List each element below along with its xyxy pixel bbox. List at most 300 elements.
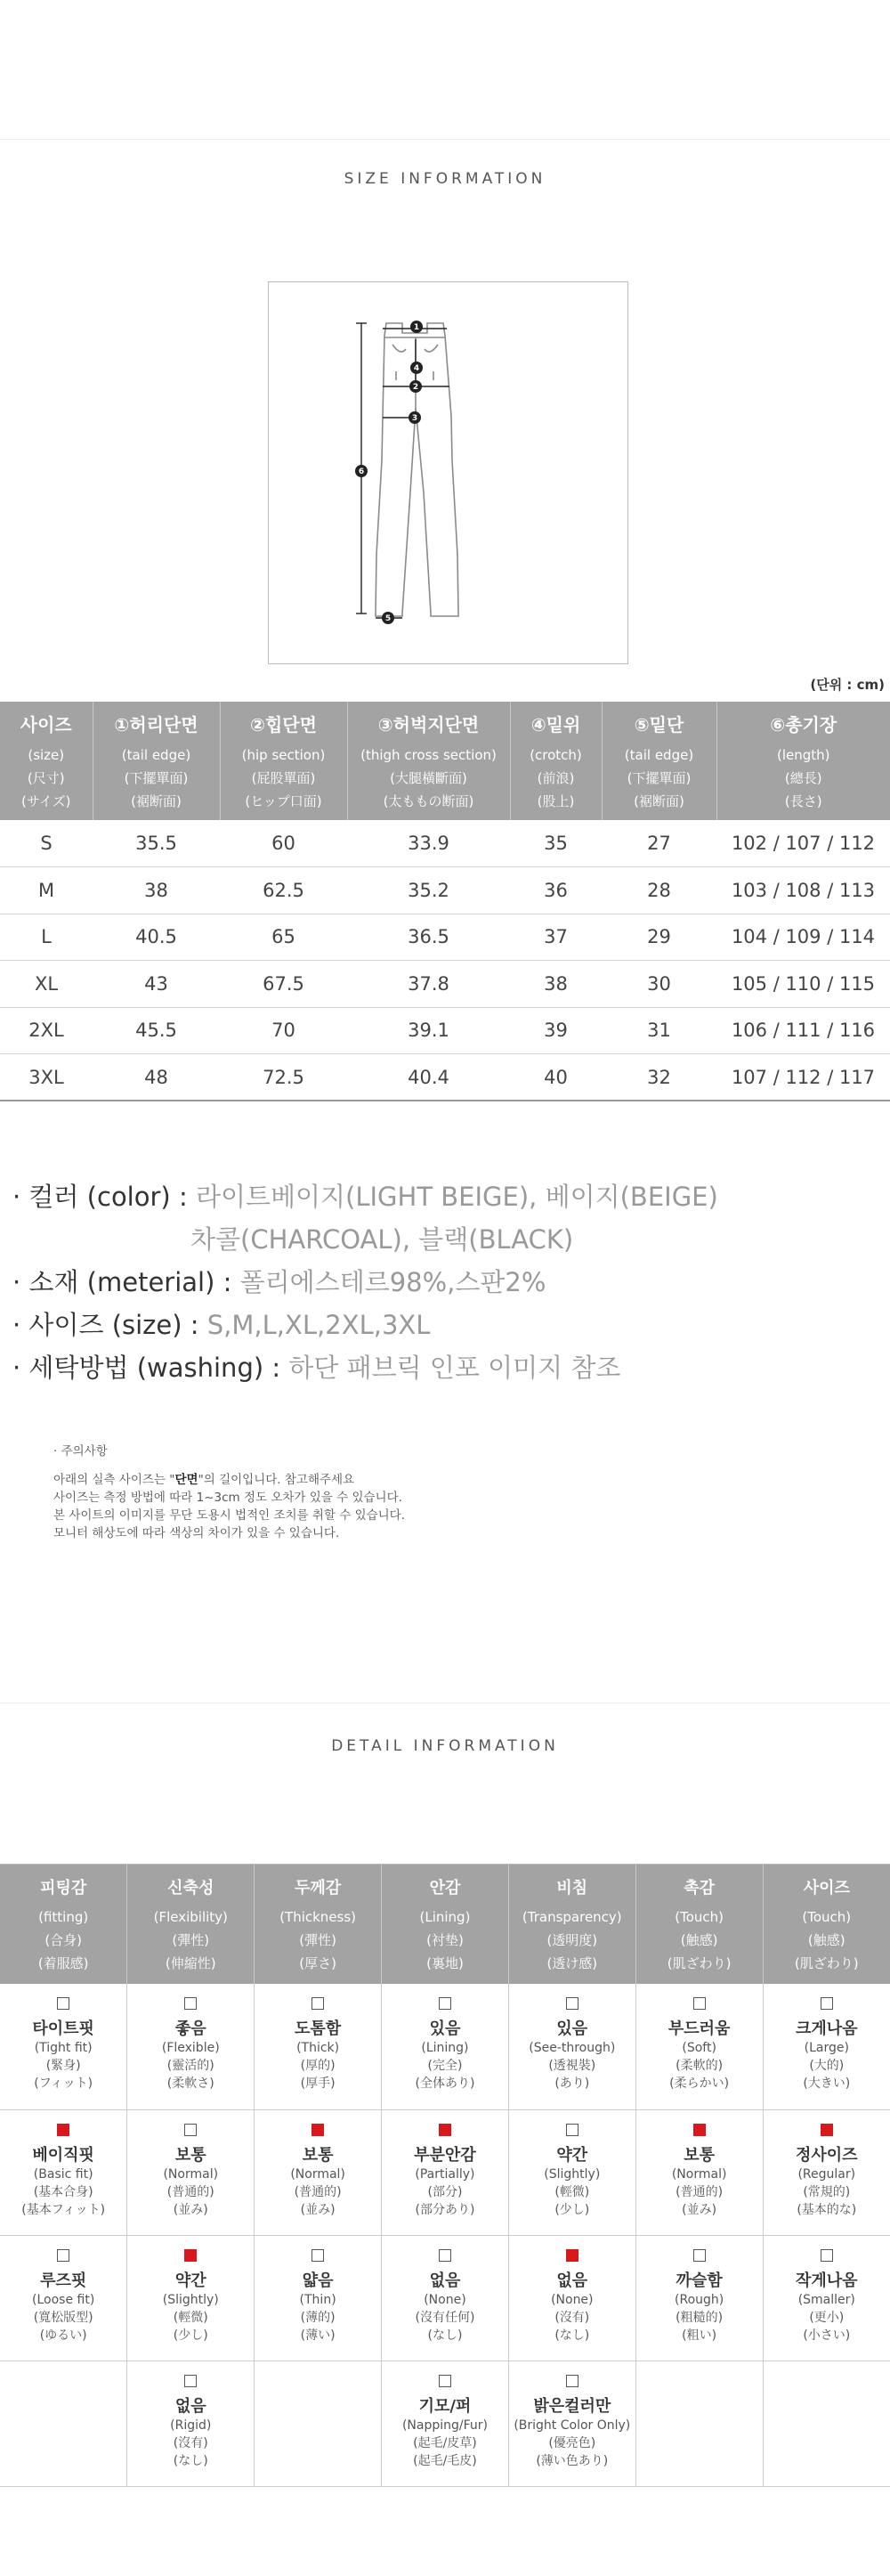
detail-table [0,1864,890,2487]
option-subtitle: (なし) [554,2328,590,2343]
option-label: 있음 [429,2019,461,2038]
detail-header-6 [763,1865,890,1985]
option-subtitle: (沒有) [173,2435,208,2450]
detail-row [0,2109,890,2235]
size-section-title: SIZE INFORMATION [344,170,546,188]
option-subtitle: (少し) [173,2328,208,2343]
option-subtitle: (Partially) [415,2166,475,2182]
size-header-subtitle: (前浪) [537,770,575,786]
detail-header-title: 비침 [556,1879,588,1897]
detail-header-5 [635,1865,763,1985]
checked-box-icon [57,2124,69,2136]
table-cell: 103 / 108 / 113 [716,867,890,914]
table-row [0,867,890,914]
unchecked-box-icon [184,1997,197,2010]
detail-cell [382,2361,509,2486]
option-subtitle: (Lining) [421,2041,469,2055]
option-subtitle: (なし) [427,2328,463,2343]
option-subtitle: (全体あり) [415,2076,475,2091]
table-cell: M [0,867,93,914]
table-cell: 40 [510,1054,602,1101]
option-subtitle: (更小) [809,2310,845,2325]
table-cell: 102 / 107 / 112 [716,820,890,867]
option-subtitle: (薄的) [300,2310,336,2325]
size-header-subtitle: (下擺單面) [124,770,189,786]
option-label: 부드러움 [668,2019,731,2038]
size-header-0 [0,702,93,820]
detail-cell [127,2361,255,2486]
size-header-subtitle: (總長) [784,770,822,786]
detail-cell [508,2235,635,2361]
table-cell: 45.5 [93,1007,220,1054]
detail-header-0 [0,1865,127,1985]
table-cell: 70 [220,1007,347,1054]
checked-box-icon [312,2124,324,2136]
option-label: 기모/퍼 [418,2396,472,2416]
option-subtitle: (並み) [173,2202,208,2217]
detail-section-title: DETAIL INFORMATION [331,1737,559,1755]
unchecked-box-icon [184,2124,197,2136]
middle-divider [0,1702,890,1703]
pants-diagram [268,281,628,664]
option-label: 정사이즈 [796,2145,858,2165]
detail-cell [255,2235,382,2361]
table-cell: XL [0,961,93,1008]
table-cell: 43 [93,961,220,1008]
notes-line-1-bold: 단면 [174,1473,198,1487]
option-subtitle: (小さい) [803,2328,851,2343]
size-header-subtitle: (尺寸) [27,770,65,786]
table-cell: 104 / 109 / 114 [716,914,890,961]
detail-cell [635,2235,763,2361]
option-subtitle: (柔軟的) [676,2059,724,2073]
detail-header-2 [255,1865,382,1985]
table-row [0,1054,890,1101]
size-header-3 [347,702,510,820]
size-header-subtitle: (hip section) [241,747,326,763]
option-subtitle: (Napping/Fur) [401,2418,488,2433]
table-cell: 105 / 110 / 115 [716,961,890,1008]
table-row [0,820,890,867]
table-cell: 33.9 [347,820,510,867]
detail-cell [635,1984,763,2109]
option-label: 약간 [174,2271,206,2290]
table-cell: 62.5 [220,867,347,914]
option-label: 밝은컬러만 [533,2396,611,2416]
unchecked-box-icon [57,2249,69,2262]
size-header-subtitle: (大腿橫斷面) [390,770,467,786]
detail-header-title: 두께감 [295,1879,342,1897]
detail-cell [0,2361,127,2486]
option-subtitle: (粗い) [682,2328,717,2343]
table-cell: 107 / 112 / 117 [716,1054,890,1101]
notes-line-2: 사이즈는 측정 방법에 따라 1~3cm 정도 오차가 있을 수 있습니다. [53,1491,402,1505]
size-header-subtitle: (長さ) [784,793,822,809]
option-label: 까슬함 [676,2271,723,2290]
detail-header-subtitle: (彈性) [172,1932,210,1948]
detail-cell [0,2109,127,2235]
table-cell: 27 [602,820,716,867]
option-label: 크게나옴 [796,2019,858,2038]
option-label: 보통 [174,2145,206,2165]
option-label: 보통 [302,2145,334,2165]
option-subtitle: (起毛/皮草) [413,2435,477,2450]
size-header-title: ③허벅지단면 [377,714,480,735]
option-label: 타이트핏 [32,2019,94,2038]
option-subtitle: (Thick) [296,2041,340,2055]
unchecked-box-icon [439,2249,451,2262]
option-subtitle: (Normal) [671,2166,727,2182]
table-cell: 35.2 [347,867,510,914]
size-header-title: ④밑위 [530,714,581,735]
table-cell: 106 / 111 / 116 [716,1007,890,1054]
table-cell: 38 [510,961,602,1008]
size-header-4 [510,702,602,820]
option-subtitle: (Basic fit) [33,2166,93,2182]
detail-header-subtitle: (肌ざわり) [794,1955,859,1971]
option-subtitle: (普通的) [166,2184,214,2199]
table-cell: 31 [602,1007,716,1054]
unchecked-box-icon [566,2375,578,2387]
table-cell: 48 [93,1054,220,1101]
option-subtitle: (Slightly) [162,2292,219,2307]
option-label: 있음 [556,2019,588,2038]
table-cell: 38 [93,867,220,914]
detail-header-3 [382,1865,509,1985]
table-cell: 39.1 [347,1007,510,1054]
size-header-subtitle: (tail edge) [121,747,191,763]
table-cell: 65 [220,914,347,961]
option-subtitle: (部分) [427,2184,463,2199]
table-cell: 32 [602,1054,716,1101]
size-table [0,702,890,1101]
notes-line-1-post: "의 길이입니다. 참고해주세요 [198,1473,355,1487]
option-subtitle: (Soft) [682,2041,716,2055]
spec-size-value: S,M,L,XL,2XL,3XL [206,1310,431,1340]
option-subtitle: (Thin) [299,2292,336,2307]
option-subtitle: (Large) [804,2041,849,2055]
unchecked-box-icon [821,2249,833,2262]
table-cell: 60 [220,820,347,867]
caution-notes [53,1442,405,1542]
detail-header-subtitle: (Lining) [419,1909,471,1925]
detail-header-subtitle: (触感) [807,1932,846,1948]
table-cell: 37 [510,914,602,961]
size-header-subtitle: (ヒップ口面) [245,793,322,809]
detail-header-subtitle: (Transparency) [522,1909,622,1925]
unit-label: (단위 : cm) [810,677,885,693]
detail-cell [255,2361,382,2486]
spec-material [12,1261,718,1304]
option-subtitle: (並み) [300,2202,336,2217]
option-subtitle: (起毛/毛皮) [413,2453,477,2468]
option-subtitle: (柔軟さ) [166,2076,214,2091]
option-subtitle: (あり) [554,2076,590,2091]
detail-header-subtitle: (透明度) [546,1932,598,1948]
size-header-subtitle: (thigh cross section) [360,747,497,763]
detail-cell [127,1984,255,2109]
measure-markers [355,321,423,624]
spec-washing-label: · 세탁방법 (washing) : [12,1353,289,1383]
detail-cell [763,2361,890,2486]
option-subtitle: (大きい) [803,2076,851,2091]
option-label: 베이직핏 [32,2145,94,2165]
option-subtitle: (透視裝) [548,2059,596,2073]
unchecked-box-icon [184,2375,197,2387]
option-subtitle: (常規的) [803,2184,851,2199]
table-cell: 29 [602,914,716,961]
option-subtitle: (普通的) [676,2184,724,2199]
checked-box-icon [566,2249,578,2262]
detail-header-subtitle: (彈性) [299,1932,336,1948]
detail-cell [0,1984,127,2109]
detail-header-1 [127,1865,255,1985]
option-subtitle: (部分あり) [415,2202,475,2217]
spec-color-value: 라이트베이지(LIGHT BEIGE), 베이지(BEIGE) [195,1182,718,1212]
checked-box-icon [439,2124,451,2136]
option-subtitle: (薄い) [300,2328,336,2343]
option-subtitle: (フィット) [34,2076,93,2091]
option-subtitle: (なし) [173,2453,208,2468]
size-header-5 [602,702,716,820]
detail-header-subtitle: (透け感) [546,1955,598,1971]
table-cell: S [0,820,93,867]
detail-cell [508,2361,635,2486]
table-row [0,961,890,1008]
table-cell: 3XL [0,1054,93,1101]
option-label: 좋음 [174,2019,206,2038]
detail-header-title: 신축성 [167,1879,214,1897]
table-cell: 39 [510,1007,602,1054]
detail-cell [508,1984,635,2109]
spec-material-value: 폴리에스테르98%,스판2% [239,1267,546,1297]
option-subtitle: (Rough) [675,2292,724,2307]
detail-cell [763,2235,890,2361]
option-subtitle: (普通的) [294,2184,342,2199]
option-label: 보통 [684,2145,716,2165]
option-label: 없음 [429,2271,461,2290]
detail-row [0,1984,890,2109]
option-subtitle: (Loose fit) [32,2292,95,2307]
option-subtitle: (薄い色あり) [536,2453,609,2468]
size-header-title: 사이즈 [20,714,72,735]
table-row [0,1007,890,1054]
option-subtitle: (Tight fit) [34,2041,93,2055]
detail-header-subtitle: (Touch) [675,1909,724,1925]
detail-header-subtitle: (衬垫) [426,1932,464,1948]
unchecked-box-icon [566,1997,578,2010]
option-subtitle: (輕微) [173,2310,208,2325]
table-row [0,914,890,961]
option-subtitle: (並み) [682,2202,717,2217]
option-subtitle: (靈活的) [166,2059,214,2073]
option-label: 작게나옴 [796,2271,858,2290]
detail-header-subtitle: (Touch) [802,1909,852,1925]
option-label: 루즈핏 [40,2271,87,2290]
unchecked-box-icon [693,1997,706,2010]
spec-material-label: · 소재 (meterial) : [12,1267,240,1297]
option-subtitle: (少し) [554,2202,590,2217]
table-cell: 35 [510,820,602,867]
detail-cell [763,1984,890,2109]
marker-2-label: 2 [412,383,419,392]
notes-title: · 주의사항 [53,1444,108,1459]
size-header-2 [220,702,347,820]
detail-header-title: 촉감 [684,1879,716,1897]
size-header-subtitle: (length) [776,747,830,763]
unchecked-box-icon [57,1997,69,2010]
checked-box-icon [693,2124,706,2136]
marker-5-label: 5 [384,614,392,623]
option-subtitle: (沒有) [554,2310,590,2325]
spec-size [12,1304,718,1346]
option-subtitle: (厚的) [300,2059,336,2073]
size-header-1 [93,702,220,820]
spec-color-cont [12,1218,718,1261]
detail-header-subtitle: (厚さ) [299,1955,336,1971]
size-header-title: ②힙단면 [250,714,317,735]
size-header-subtitle: (サイズ) [20,793,71,809]
table-cell: 37.8 [347,961,510,1008]
spec-color-value-2: 차콜(CHARCOAL), 블랙(BLACK) [190,1224,574,1255]
size-header-subtitle: (size) [28,747,65,763]
detail-cell [382,1984,509,2109]
top-divider [0,139,890,140]
marker-4-label: 4 [413,364,420,373]
marker-6-label: 6 [358,467,365,476]
table-cell: 2XL [0,1007,93,1054]
option-subtitle: (Flexible) [161,2041,220,2055]
unchecked-box-icon [312,1997,324,2010]
table-cell: 40.4 [347,1054,510,1101]
option-subtitle: (基本合身) [33,2184,93,2199]
option-subtitle: (Normal) [290,2166,345,2182]
table-cell: 67.5 [220,961,347,1008]
size-header-title: ①허리단면 [114,714,198,735]
size-header-6 [716,702,890,820]
spec-color-label: · 컬러 (color) : [12,1182,196,1212]
table-cell: 40.5 [93,914,220,961]
option-subtitle: (粗糙的) [676,2310,724,2325]
unchecked-box-icon [439,1997,451,2010]
option-subtitle: (Regular) [797,2166,856,2182]
option-subtitle: (Rigid) [170,2418,212,2433]
option-subtitle: (優亮色) [548,2435,596,2450]
detail-header-subtitle: (肌ざわり) [667,1955,732,1971]
option-subtitle: (See-through) [529,2041,616,2055]
table-cell: 28 [602,867,716,914]
detail-cell [635,2109,763,2235]
detail-cell [382,2109,509,2235]
option-subtitle: (基本フィット) [21,2202,106,2217]
detail-header-4 [508,1865,635,1985]
size-header-subtitle: (裾断面) [131,793,182,809]
option-subtitle: (大的) [809,2059,845,2073]
detail-header-subtitle: (伸縮性) [165,1955,216,1971]
marker-3-label: 3 [411,414,418,423]
table-cell: 72.5 [220,1054,347,1101]
table-cell: 35.5 [93,820,220,867]
size-header-subtitle: (屁股單面) [251,770,316,786]
unchecked-box-icon [693,2249,706,2262]
size-header-subtitle: (股上) [537,793,575,809]
option-subtitle: (Smaller) [797,2292,855,2307]
option-label: 부분안감 [414,2145,476,2165]
pants-illustration [269,282,627,663]
option-subtitle: (Slightly) [544,2166,601,2182]
detail-header-subtitle: (Flexibility) [153,1909,228,1925]
table-cell: 30 [602,961,716,1008]
option-subtitle: (輕微) [554,2184,590,2199]
option-subtitle: (基本的な) [797,2202,857,2217]
unchecked-box-icon [312,2249,324,2262]
option-label: 없음 [556,2271,588,2290]
detail-header-title: 사이즈 [803,1879,850,1897]
marker-1-label: 1 [413,323,420,332]
detail-header-subtitle: (合身) [44,1932,83,1948]
option-label: 없음 [174,2396,206,2416]
spec-size-label: · 사이즈 (size) : [12,1310,207,1340]
size-header-subtitle: (下擺單面) [627,770,692,786]
unchecked-box-icon [439,2375,451,2387]
detail-cell [382,2235,509,2361]
detail-cell [127,2109,255,2235]
detail-header-title: 안감 [429,1879,461,1897]
notes-line-4: 모니터 해상도에 따라 색상의 차이가 있을 수 있습니다. [53,1526,340,1540]
detail-header-title: 피팅감 [40,1879,87,1897]
detail-row [0,2361,890,2486]
option-subtitle: (厚手) [300,2076,336,2091]
option-subtitle: (完全) [427,2059,463,2073]
option-subtitle: (沒有任何) [415,2310,475,2325]
notes-line-3: 본 사이트의 이미지를 무단 도용시 법적인 조치를 취할 수 있습니다. [53,1508,406,1523]
option-label: 약간 [556,2145,588,2165]
table-cell: L [0,914,93,961]
option-subtitle: (ゆるい) [39,2328,87,2343]
detail-header-subtitle: (裏地) [426,1955,464,1971]
size-header-subtitle: (tail edge) [624,747,694,763]
spec-washing [12,1346,718,1389]
option-subtitle: (柔らかい) [669,2076,730,2091]
size-header-subtitle: (crotch) [530,747,582,763]
option-label: 얇음 [302,2271,334,2290]
detail-cell [508,2109,635,2235]
unchecked-box-icon [566,2124,578,2136]
table-cell: 36.5 [347,914,510,961]
checked-box-icon [184,2249,197,2262]
checked-box-icon [821,2124,833,2136]
detail-cell [127,2235,255,2361]
detail-cell [255,2109,382,2235]
detail-cell [635,2361,763,2486]
option-subtitle: (Bright Color Only) [514,2418,631,2433]
unchecked-box-icon [821,1997,833,2010]
detail-cell [0,2235,127,2361]
option-subtitle: (None) [424,2292,466,2307]
option-subtitle: (Normal) [163,2166,219,2182]
notes-line-1-pre: 아래의 실측 사이즈는 " [53,1473,175,1487]
size-header-subtitle: (太ももの断面) [383,793,474,809]
notes-line-1 [53,1471,405,1489]
spec-washing-value: 하단 패브릭 인포 이미지 참조 [288,1353,621,1383]
detail-row [0,2235,890,2361]
detail-header-subtitle: (触感) [680,1932,718,1948]
option-subtitle: (寬松版型) [33,2310,93,2325]
detail-cell [763,2109,890,2235]
table-cell: 36 [510,867,602,914]
detail-header-subtitle: (Thickness) [279,1909,357,1925]
size-header-subtitle: (裾断面) [634,793,684,809]
